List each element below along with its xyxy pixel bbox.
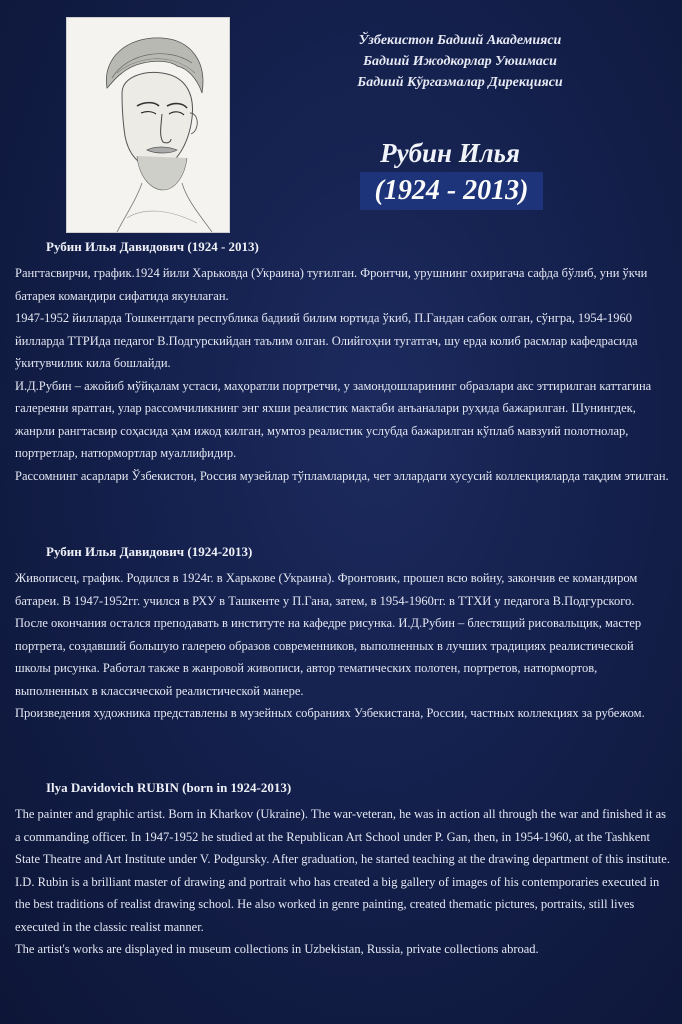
header-line-1: Ўзбекистон Бадиий Академияси (358, 33, 562, 48)
uzbek-heading: Рубин Илья Давидович (1924 - 2013) (46, 239, 259, 254)
portrait-sketch-image (66, 17, 230, 233)
artist-years-title: (1924 - 2013) (360, 172, 543, 210)
russian-heading: Рубин Илья Давидович (1924-2013) (46, 544, 253, 559)
uzbek-paragraph: Рассомнинг асарлари Ўзбекистон, Россия музейлар тўпламларида, чет эллардаги хусусий коллекцияларда тақдим этилган. (15, 468, 669, 483)
english-paragraph: I.D. Rubin is a brilliant master of drawing and portrait who has created a big gallery of images of his contemporaries executed in the best traditions of realist drawing school. He also worked in genre painting, created thematic pictures, portraits, still lives executed in the classic realist manner. (15, 874, 660, 934)
russian-section (15, 543, 670, 725)
uzbek-paragraph: И.Д.Рубин – ажойиб мўйқалам устаси, маҳоратли портретчи, у замондошларининг образлари акс эттирилган каттагина галереяни яратган, улар рассомчиликнинг энг яхши реалистик мактаби анъаналари руҳида бажарилган. Шунингдек, жанрли рангтасвир соҳасида ҳам ижод килган, мумтоз реалистик услубда бажарилган кўплаб мавзуий полотнолар, портретлар, натюрмортлар муаллифидир. (15, 378, 652, 460)
uzbek-section (15, 238, 670, 487)
english-section (15, 779, 670, 961)
portrait-sketch-icon (67, 18, 229, 232)
english-heading: Ilya Davidovich RUBIN (born in 1924-2013) (46, 780, 292, 795)
organization-header (310, 30, 610, 93)
english-paragraph: The painter and graphic artist. Born in Kharkov (Ukraine). The war-veteran, he was in action all through the war and finished it as a commanding officer. In 1947-1952 he studied at the Republican Art School under P. Gan, then, in 1954-1960, at the Tashkent State Theatre and Art Institute under V. Podgursky. After graduation, he started teaching at the drawing department of this institute. (15, 807, 670, 866)
russian-paragraph: Живописец, график. Родился в 1924г. в Харькове (Украина). Фронтовик, прошел всю войну, закончив ее командиром батареи. В 1947-1952гг. учился в РХУ в Ташкенте у П.Гана, затем, в 1954-1960гг. в ТТХИ у педагога В.Подгурского. После окончания остался преподавать в институте на кафедре рисунка. И.Д.Рубин – блестящий рисовальщик, мастер портрета, создавший большую галерею образов современников, выполненных в лучших традициях реалистической школы рисунка. Работал также в жанровой живописи, автор тематических полотен, портретов, натюрмортов, выполненных в классической реалистической манере. (15, 571, 642, 698)
uzbek-paragraph: Рангтасвирчи, график.1924 йили Харьковда (Украина) туғилган. Фронтчи, урушнинг охиригача сафда бўлиб, уни ўкчи батарея командири сифатида якунлаган. (15, 266, 648, 303)
uzbek-paragraph: 1947-1952 йилларда Тошкентдаги республика бадиий билим юртида ўкиб, П.Гандан сабок олган, сўнгра, 1954-1960 йилларда ТТРИда педагог В.Подгурскийдан таълим олган. Олийгоҳни тугатгач, шу ерда колиб расмлар кафедрасида ўкитувчилик кила бошлайди. (15, 311, 638, 370)
header-line-2: Бадиий Ижодкорлар Уюшмаси (363, 54, 557, 69)
header-line-3: Бадиий Кўргазмалар Дирекцияси (357, 75, 563, 90)
russian-paragraph: Произведения художника представлены в музейных собраниях Узбекистана, России, частных коллекциях за рубежом. (15, 706, 645, 720)
artist-name-title: Рубин Илья (380, 138, 520, 168)
english-paragraph: The artist's works are displayed in museum collections in Uzbekistan, Russia, private collections abroad. (15, 942, 539, 956)
